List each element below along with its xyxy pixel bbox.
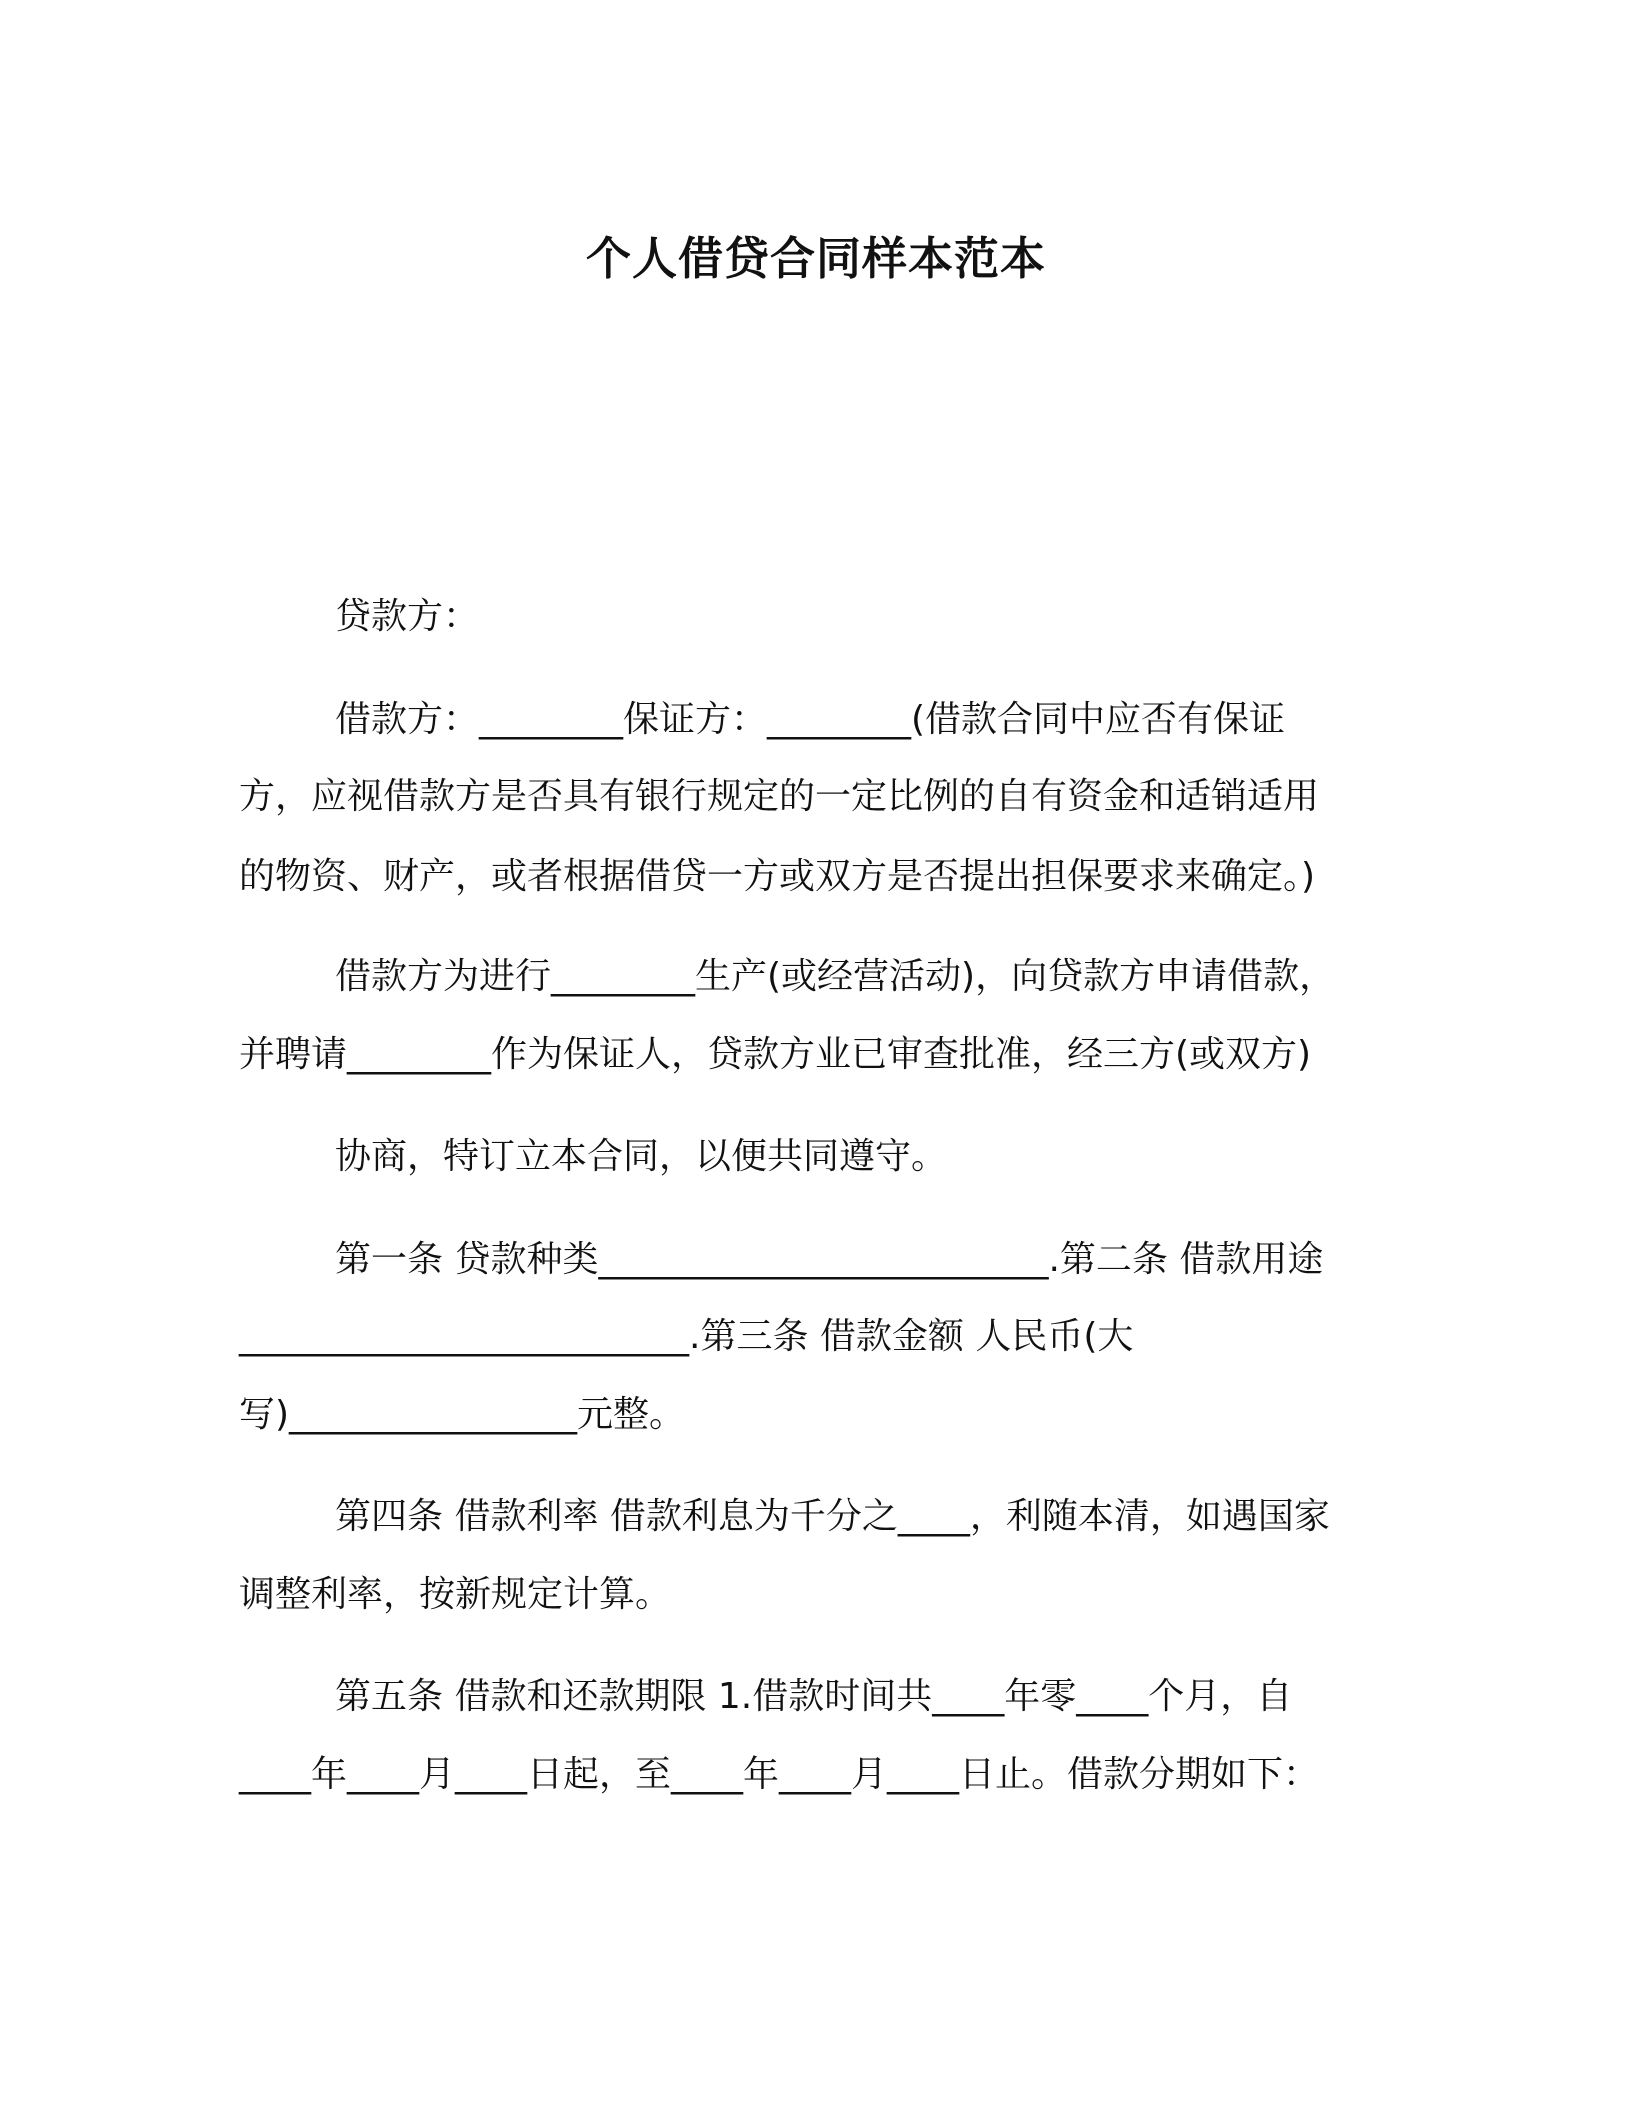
article-line-2: _________________________.第三条 借款金额 人民币(大 [239, 1316, 1134, 1357]
article-line-4: 第四条 借款利率 借款利息为千分之____，利随本清，如遇国家 [335, 1496, 1330, 1537]
paragraph-line-borrower: 借款方：________保证方：________(借款合同中应否有保证 [335, 699, 1286, 740]
article-line-1: 第一条 贷款种类_________________________.第二条 借款用途 [335, 1239, 1324, 1280]
paragraph-line: 方，应视借款方是否具有银行规定的一定比例的自有资金和适销适用 [239, 776, 1320, 817]
paragraph-line: ____年____月____日起，至____年____月____日止。借款分期如下： [239, 1754, 1320, 1795]
article-line-3: 写)________________元整。 [239, 1394, 686, 1435]
paragraph-line: 借款方为进行________生产(或经营活动)，向贷款方申请借款， [335, 956, 1336, 997]
paragraph-line: 调整利率，按新规定计算。 [239, 1574, 672, 1615]
article-line-5: 第五条 借款和还款期限 1.借款时间共____年零____个月，自 [335, 1676, 1293, 1717]
paragraph-line: 的物资、财产，或者根据借贷一方或双方是否提出担保要求来确定。) [239, 856, 1316, 897]
paragraph-line: 协商，特订立本合同，以便共同遵守。 [335, 1136, 948, 1177]
document-title: 个人借贷合同样本范本 [585, 232, 1046, 285]
paragraph-line-lender: 贷款方： [335, 596, 480, 637]
paragraph-line: 并聘请________作为保证人，贷款方业已审查批准，经三方(或双方) [239, 1034, 1312, 1075]
